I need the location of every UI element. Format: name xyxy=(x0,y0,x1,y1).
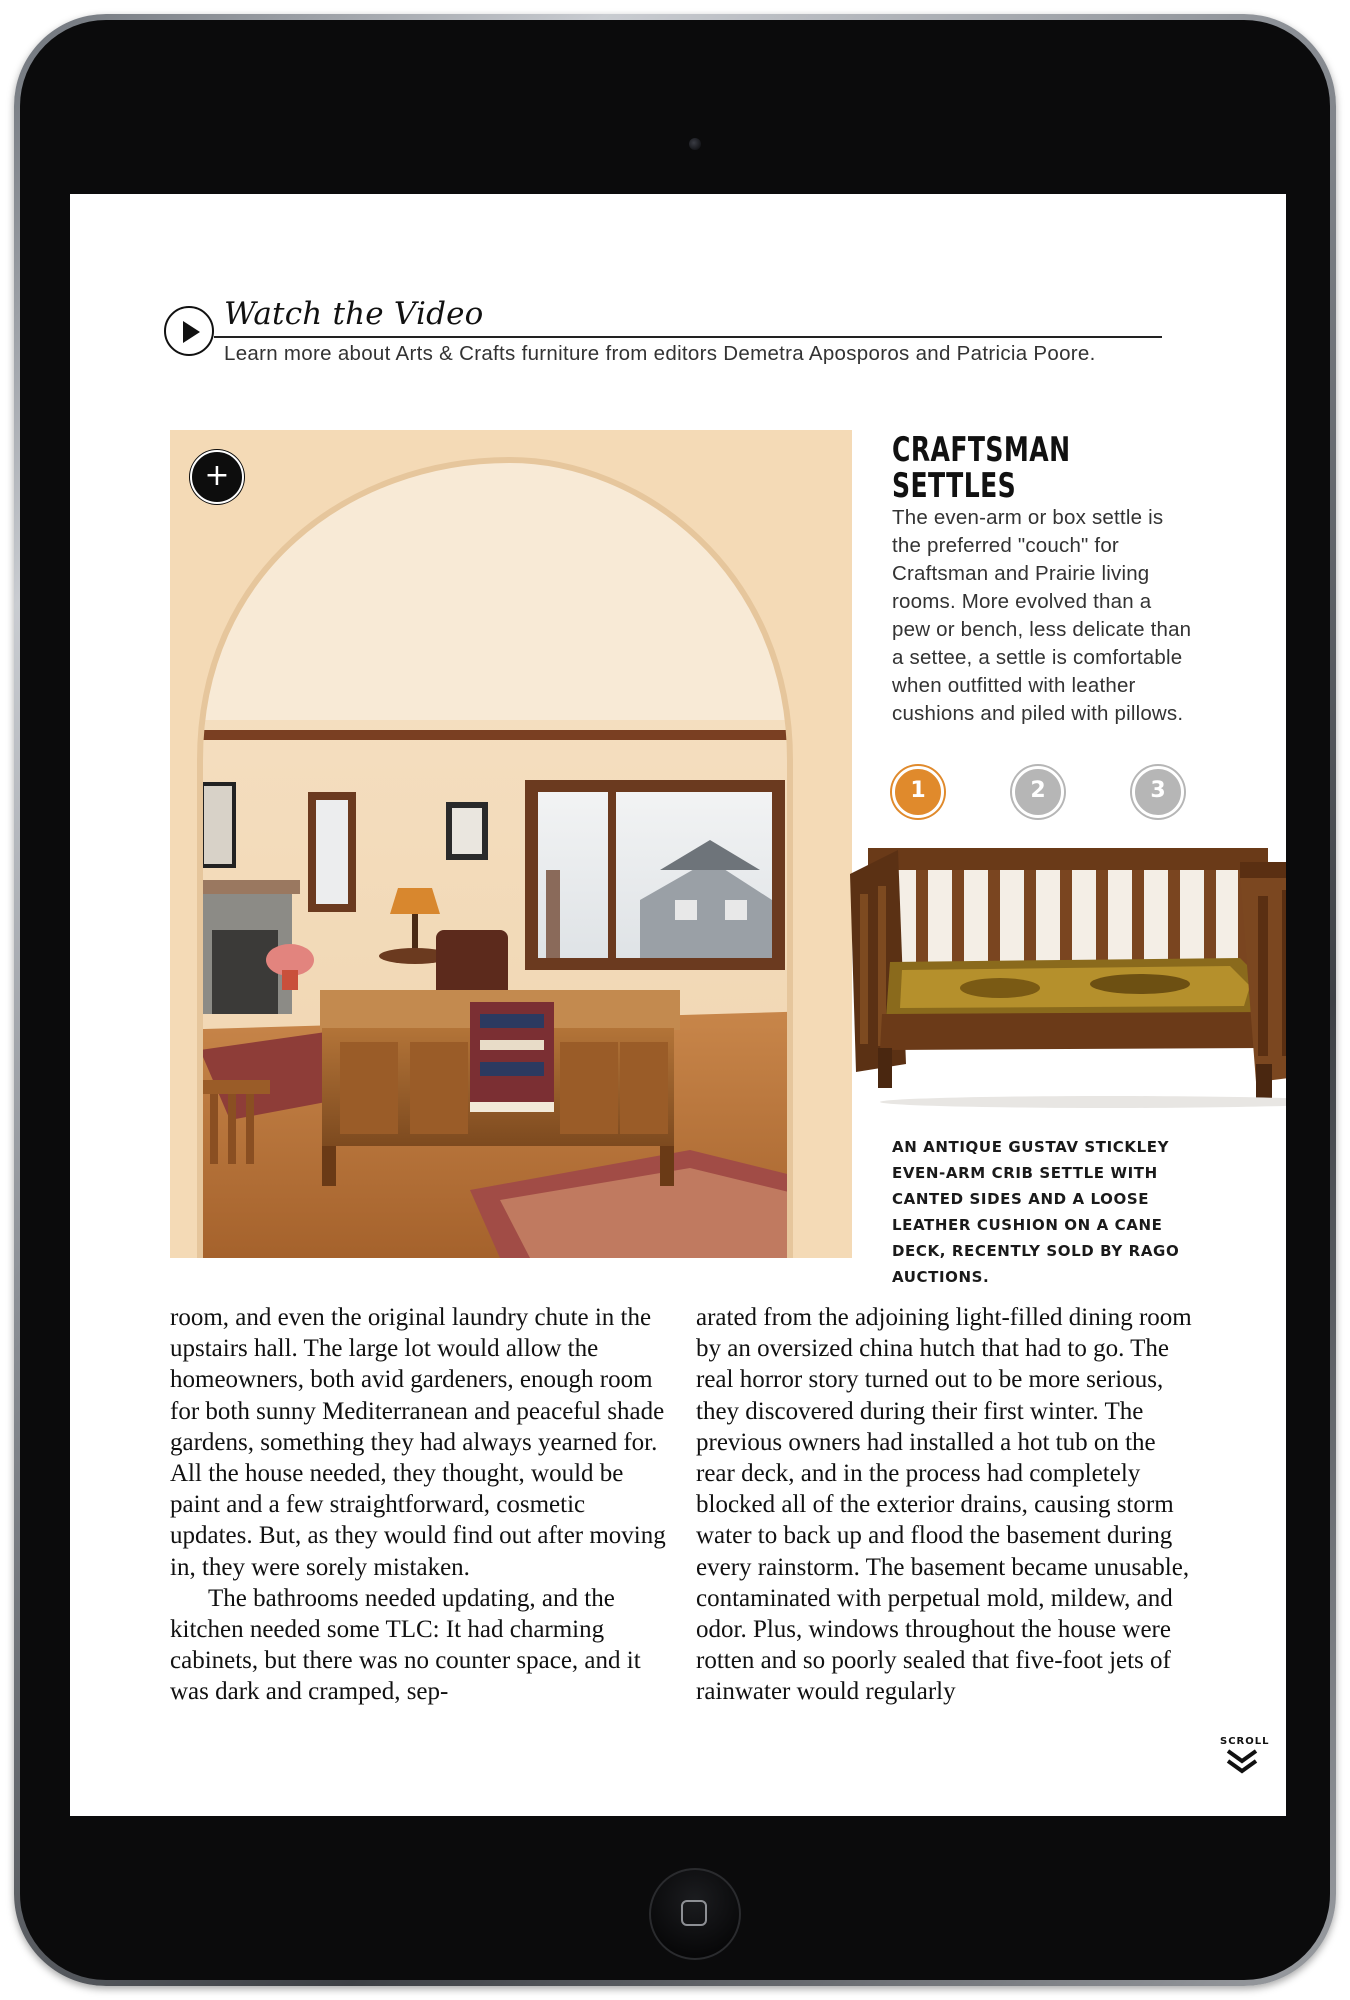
front-camera xyxy=(689,138,701,150)
living-room-illustration xyxy=(170,430,852,1258)
slide-indicator xyxy=(892,766,1192,822)
sidebar-title: CRAFTSMAN SETTLES xyxy=(892,430,1071,506)
article-paragraph: The bathrooms needed updating, and the kitchen needed some TLC: It had charming cabinets, but there was no counter space, and it was dark and cramped, sep- xyxy=(170,1584,641,1706)
article-column-right xyxy=(696,1302,1196,1708)
photo-caption: AN ANTIQUE GUSTAV STICKLEY EVEN-ARM CRIB SETTLE WITH CANTED SIDES AND A LOOSE LEATHER CUSHION ON A CANE DECK, RECENTLY SOLD BY RAGO AUCTIONS. xyxy=(892,1138,1180,1286)
video-title: Watch the Video xyxy=(224,296,484,332)
article-column-left xyxy=(170,1302,670,1708)
living-room-photo[interactable] xyxy=(170,430,852,1258)
magazine-page xyxy=(70,194,1286,1816)
slide-dot-3[interactable]: 3 xyxy=(1132,766,1184,818)
slide-dot-2[interactable]: 2 xyxy=(1012,766,1064,818)
chevron-double-down-icon xyxy=(1220,1747,1264,1777)
play-button[interactable] xyxy=(164,306,214,356)
divider xyxy=(214,336,1162,338)
home-square-icon xyxy=(681,1900,707,1926)
sidebar-body: The even-arm or box settle is the preferred "couch" for Craftsman and Prairie living rooms. More evolved than a pew or bench, less delicate than a settee, a settle is comfortable when outfitted with leather cushions and piled with pillows. xyxy=(892,506,1192,725)
settle-photo[interactable] xyxy=(820,834,1286,1109)
scroll-indicator[interactable] xyxy=(1220,1736,1270,1786)
article-paragraph: arated from the adjoining light-filled dining room by an oversized china hutch that had to go. The real horror story turned out to be more serious, they discovered during their first winter. The previous owners had installed a hot tub on the rear deck, and in the process had completely blocked all of the exterior drains, causing storm water to back up and flood the basement during every rainstorm. The basement became unusable, contaminated with perpetual mold, mildew, and odor. Plus, windows throughout the house were rotten and so poorly sealed that five-foot jets of rainwater would regularly xyxy=(696,1304,1192,1706)
zoom-button[interactable] xyxy=(190,450,244,504)
play-icon xyxy=(183,321,200,343)
home-button[interactable] xyxy=(649,1868,741,1960)
scroll-label: SCROLL xyxy=(1220,1736,1270,1747)
slide-dot-1[interactable]: 1 xyxy=(892,766,944,818)
video-subtitle: Learn more about Arts & Crafts furniture from editors Demetra Aposporos and Patricia Poore. xyxy=(224,342,1096,365)
settle-illustration xyxy=(820,834,1286,1109)
watch-video-banner[interactable] xyxy=(164,296,1166,372)
article-paragraph: room, and even the original laundry chute in the upstairs hall. The large lot would allow the homeowners, both avid gardeners, enough room for both sunny Mediterranean and peaceful shade gardens, something they had always yearned for. All the house needed, they thought, would be paint and a few straightforward, cosmetic updates. But, as they would find out after moving in, they were sorely mistaken. xyxy=(170,1304,666,1581)
plus-icon: + xyxy=(204,458,230,493)
